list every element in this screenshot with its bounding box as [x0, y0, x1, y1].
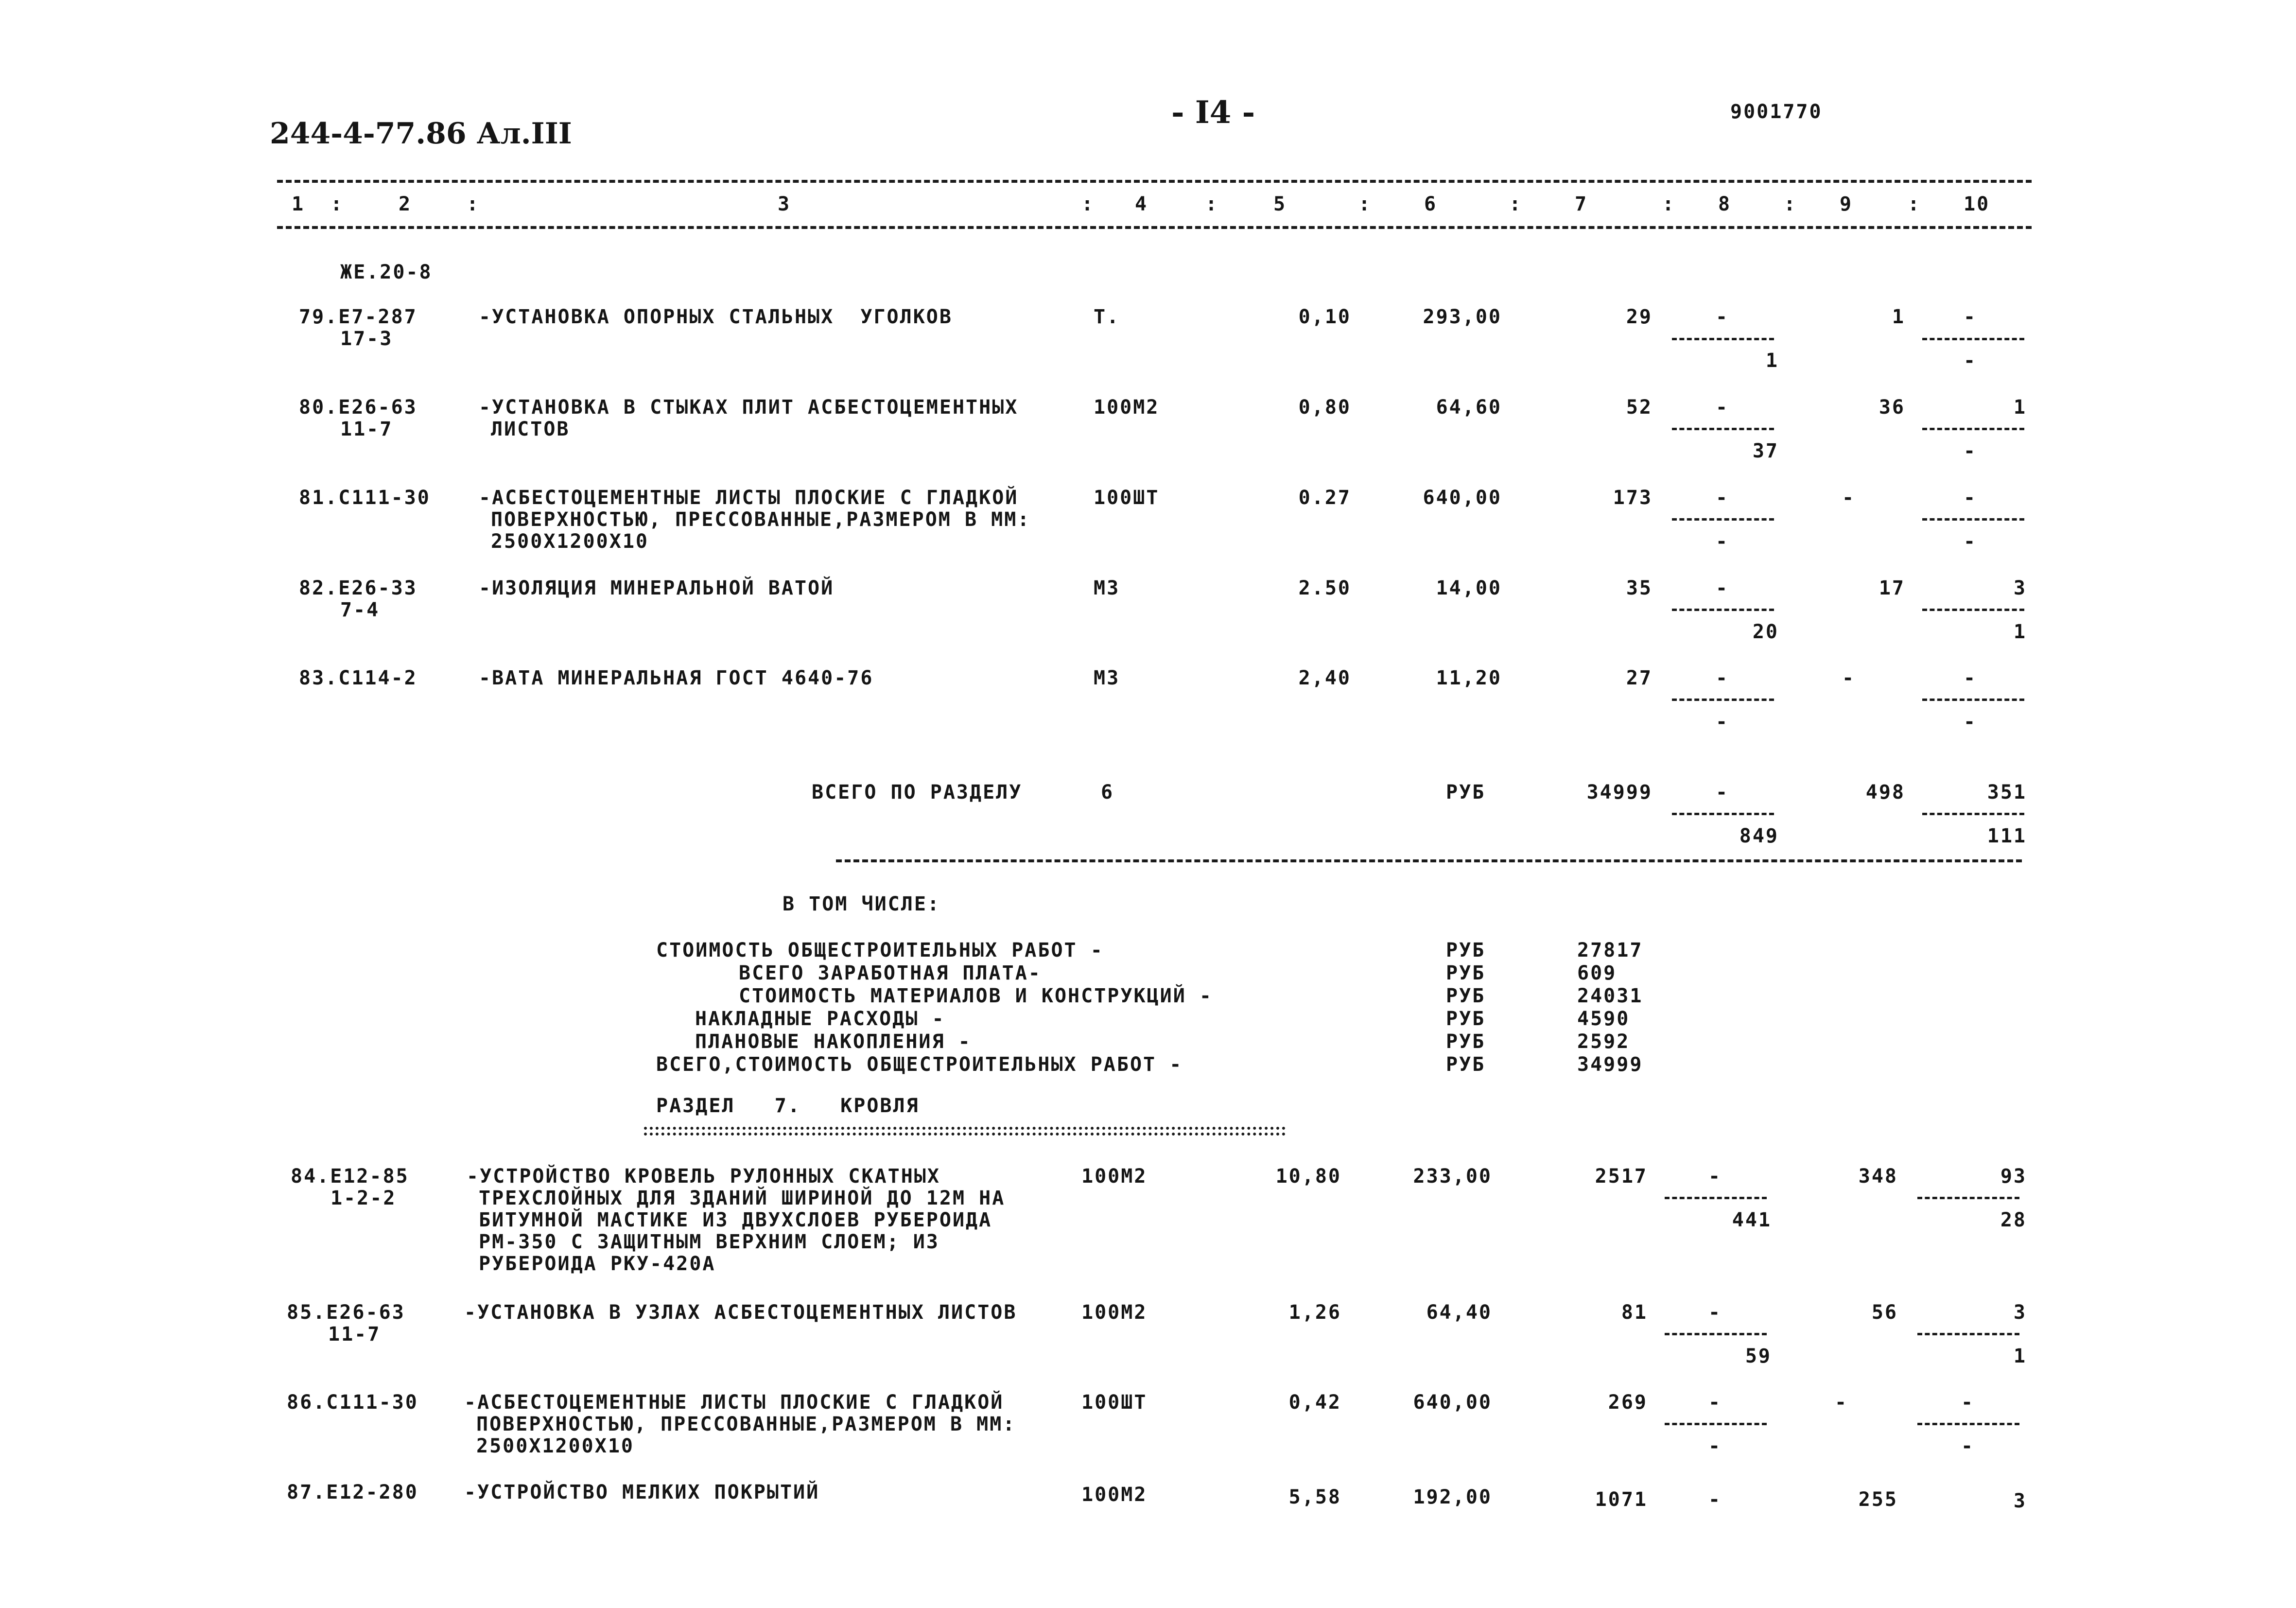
- row-total: 173: [1613, 487, 1652, 509]
- cell-divider: [1672, 609, 1774, 611]
- cell-divider: [1665, 1333, 1767, 1335]
- row-price: 64,60: [1436, 396, 1502, 419]
- row-col10-top: 1: [2013, 396, 2027, 419]
- row-col10-bottom: -: [1964, 440, 1977, 462]
- breakdown-heading: В ТОМ ЧИСЛЕ:: [783, 893, 940, 915]
- row-description: -УСТАНОВКА В УЗЛАХ АСБЕСТОЦЕМЕНТНЫХ ЛИСТОВ: [464, 1301, 1017, 1324]
- page-number: - I4 -: [1171, 94, 1255, 131]
- row-col8-bottom: 59: [1745, 1345, 1772, 1367]
- row-col9: 1: [1892, 306, 1905, 328]
- breakdown-label: НАКЛАДНЫЕ РАСХОДЫ -: [695, 1008, 945, 1030]
- column-separator: :: [1205, 193, 1219, 215]
- column-separator: :: [1908, 193, 1921, 215]
- breakdown-unit: РУБ: [1446, 939, 1486, 961]
- row-col10-top: 93: [2000, 1165, 2027, 1188]
- breakdown-label: ВСЕГО,СТОИМОСТЬ ОБЩЕСТРОИТЕЛЬНЫХ РАБОТ -: [656, 1053, 1183, 1076]
- row-col9: 36: [1879, 396, 1905, 419]
- cell-divider: [1922, 428, 2024, 430]
- header-top-rule: [277, 180, 2032, 183]
- column-separator: :: [1081, 193, 1095, 215]
- row-quantity: 1,26: [1288, 1301, 1341, 1324]
- row-subcode: 11-7: [328, 1323, 381, 1346]
- row-total: 1071: [1595, 1488, 1648, 1511]
- row-description: -УСТАНОВКА В СТЫКАХ ПЛИТ АСБЕСТОЦЕМЕНТНЫХ: [479, 396, 1019, 419]
- row-col8-top: -: [1716, 306, 1729, 328]
- row-col10-top: -: [1961, 1391, 1975, 1414]
- row-total: 52: [1626, 396, 1652, 419]
- breakdown-unit: РУБ: [1446, 985, 1486, 1007]
- row-col9: 348: [1858, 1165, 1898, 1188]
- cell-divider: [1665, 1423, 1767, 1425]
- row-col10-bottom: 1: [2013, 1345, 2027, 1367]
- row-col9: 255: [1858, 1488, 1898, 1511]
- total-col10-top: 351: [1987, 781, 2027, 804]
- row-col8-top: -: [1708, 1301, 1722, 1324]
- row-description: -ВАТА МИНЕРАЛЬНАЯ ГОСТ 4640-76: [479, 667, 874, 689]
- header-bottom-rule: [277, 226, 2032, 229]
- document-id: 9001770: [1730, 101, 1823, 123]
- row-code: 85.Е26-63: [287, 1301, 405, 1324]
- row-col8-bottom: -: [1716, 711, 1729, 733]
- row-total: 269: [1608, 1391, 1648, 1414]
- row-col8-top: -: [1708, 1391, 1722, 1414]
- row-total: 29: [1626, 306, 1652, 328]
- row-subcode: 1-2-2: [330, 1187, 397, 1209]
- total-section-number: 6: [1101, 781, 1114, 804]
- row-col8-bottom: -: [1716, 530, 1729, 553]
- row-unit: М3: [1094, 667, 1120, 689]
- row-col10-bottom: -: [1964, 711, 1977, 733]
- row-price: 11,20: [1436, 667, 1502, 689]
- row-col8-top: -: [1716, 487, 1729, 509]
- row-col9: -: [1842, 667, 1856, 689]
- row-col8-bottom: 441: [1732, 1209, 1772, 1231]
- cell-divider: [1922, 609, 2024, 611]
- row-col9: -: [1835, 1391, 1848, 1414]
- document-code: 244-4-77.86 Ал.III: [270, 117, 572, 151]
- row-code: 87.Е12-280: [287, 1481, 418, 1503]
- total-col8-top: -: [1716, 781, 1729, 804]
- row-col8-top: -: [1716, 667, 1729, 689]
- column-10-label: 10: [1964, 193, 1990, 215]
- row-quantity: 5,58: [1288, 1486, 1341, 1508]
- cell-divider: [1672, 428, 1774, 430]
- row-subcode: 17-3: [340, 328, 393, 350]
- section-title-underline: [644, 1127, 1286, 1130]
- cell-divider: [1672, 338, 1774, 340]
- row-quantity: 10,80: [1275, 1165, 1341, 1188]
- cell-divider: [1917, 1333, 2019, 1335]
- row-col10-top: 3: [2013, 577, 2027, 599]
- column-separator: :: [467, 193, 480, 215]
- row-total: 35: [1626, 577, 1652, 599]
- section-title-underline: [644, 1133, 1286, 1136]
- row-description: -АСБЕСТОЦЕМЕНТНЫЕ ЛИСТЫ ПЛОСКИЕ С ГЛАДКОЙ: [464, 1391, 1004, 1414]
- row-total: 27: [1626, 667, 1652, 689]
- row-col8-top: -: [1716, 396, 1729, 419]
- cell-divider: [1917, 1423, 2019, 1425]
- row-description: 2500Х1200Х10: [491, 530, 649, 553]
- row-description: РМ-350 С ЗАЩИТНЫМ ВЕРХНИМ СЛОЕМ; ИЗ: [479, 1231, 939, 1253]
- row-col9: 56: [1871, 1301, 1898, 1324]
- row-code: 83.С114-2: [299, 667, 417, 689]
- row-description: ЛИСТОВ: [491, 418, 570, 440]
- total-label: ВСЕГО ПО РАЗДЕЛУ: [812, 781, 1023, 804]
- row-col10-top: -: [1964, 306, 1977, 328]
- column-8-label: 8: [1718, 193, 1732, 215]
- row-code: 82.Е26-33: [299, 577, 417, 599]
- row-code: 81.С111-30: [299, 487, 431, 509]
- breakdown-label: СТОИМОСТЬ ОБЩЕСТРОИТЕЛЬНЫХ РАБОТ -: [656, 939, 1104, 961]
- row-price: 640,00: [1423, 487, 1502, 509]
- row-col10-top: 3: [2013, 1301, 2027, 1324]
- column-1-label: 1: [292, 193, 305, 215]
- total-unit: РУБ: [1446, 781, 1486, 804]
- row-subcode: 11-7: [340, 418, 393, 440]
- total-value: 34999: [1586, 781, 1652, 804]
- row-price: 233,00: [1413, 1165, 1492, 1188]
- row-col10-bottom: -: [1961, 1435, 1975, 1457]
- row-col10-bottom: -: [1964, 530, 1977, 553]
- column-separator: :: [1662, 193, 1676, 215]
- total-col10-bottom: 111: [1987, 825, 2027, 847]
- breakdown-value: 2592: [1577, 1031, 1630, 1053]
- column-9-label: 9: [1840, 193, 1853, 215]
- row-code: 79.Е7-287: [299, 306, 417, 328]
- row-unit: Т.: [1094, 306, 1120, 328]
- row-description: -УСТРОЙСТВО КРОВЕЛЬ РУЛОННЫХ СКАТНЫХ: [467, 1165, 940, 1188]
- row-col10-bottom: 28: [2000, 1209, 2027, 1231]
- row-unit: 100М2: [1081, 1301, 1148, 1324]
- breakdown-value: 4590: [1577, 1008, 1630, 1030]
- cell-divider: [1665, 1197, 1767, 1199]
- row-col8-top: -: [1708, 1488, 1722, 1511]
- row-price: 293,00: [1423, 306, 1502, 328]
- row-col10-top: -: [1964, 487, 1977, 509]
- row-unit: 100М2: [1081, 1484, 1148, 1506]
- row-unit: 100ШТ: [1081, 1391, 1148, 1414]
- cell-divider: [1917, 1197, 2019, 1199]
- row-unit: 100М2: [1094, 396, 1160, 419]
- row-price: 192,00: [1413, 1486, 1492, 1508]
- row-quantity: 0,80: [1298, 396, 1351, 419]
- row-col8-bottom: 37: [1752, 440, 1779, 462]
- row-description: -ИЗОЛЯЦИЯ МИНЕРАЛЬНОЙ ВАТОЙ: [479, 577, 835, 599]
- column-separator: :: [330, 193, 344, 215]
- row-description: РУБЕРОИДА РКУ-420А: [479, 1253, 716, 1275]
- row-col10-top: -: [1964, 667, 1977, 689]
- breakdown-label: ВСЕГО ЗАРАБОТНАЯ ПЛАТА-: [739, 962, 1042, 984]
- column-separator: :: [1784, 193, 1797, 215]
- row-quantity: 0,10: [1298, 306, 1351, 328]
- breakdown-unit: РУБ: [1446, 1008, 1486, 1030]
- cell-divider: [1922, 338, 2024, 340]
- total-col8-bottom: 849: [1739, 825, 1779, 847]
- total-rule: [836, 859, 2022, 862]
- row-description: 2500Х1200Х10: [476, 1435, 634, 1457]
- breakdown-unit: РУБ: [1446, 1031, 1486, 1053]
- cell-divider: [1922, 518, 2024, 521]
- section-reference: ЖЕ.20-8: [340, 261, 433, 283]
- cell-divider: [1672, 813, 1774, 815]
- breakdown-value: 24031: [1577, 985, 1643, 1007]
- row-price: 640,00: [1413, 1391, 1492, 1414]
- row-quantity: 2.50: [1298, 577, 1351, 599]
- cell-divider: [1922, 813, 2024, 815]
- row-price: 14,00: [1436, 577, 1502, 599]
- row-description: -АСБЕСТОЦЕМЕНТНЫЕ ЛИСТЫ ПЛОСКИЕ С ГЛАДКОЙ: [479, 487, 1019, 509]
- row-description: ТРЕХСЛОЙНЫХ ДЛЯ ЗДАНИЙ ШИРИНОЙ ДО 12М НА: [479, 1187, 1006, 1209]
- row-unit: М3: [1094, 577, 1120, 599]
- breakdown-label: ПЛАНОВЫЕ НАКОПЛЕНИЯ -: [695, 1031, 972, 1053]
- breakdown-label: СТОИМОСТЬ МАТЕРИАЛОВ И КОНСТРУКЦИЙ -: [739, 985, 1213, 1007]
- row-quantity: 2,40: [1298, 667, 1351, 689]
- row-description: ПОВЕРХНОСТЬЮ, ПРЕССОВАННЫЕ,РАЗМЕРОМ В ММ:: [476, 1413, 1016, 1435]
- row-col8-top: -: [1716, 577, 1729, 599]
- section-title: РАЗДЕЛ 7. КРОВЛЯ: [656, 1095, 920, 1117]
- breakdown-unit: РУБ: [1446, 1053, 1486, 1076]
- breakdown-value: 609: [1577, 962, 1617, 984]
- cell-divider: [1672, 699, 1774, 701]
- column-4-label: 4: [1135, 193, 1148, 215]
- breakdown-unit: РУБ: [1446, 962, 1486, 984]
- row-col10-top: 3: [2013, 1490, 2027, 1512]
- total-col9: 498: [1865, 781, 1905, 804]
- column-3-label: 3: [778, 193, 791, 215]
- row-col9: 17: [1879, 577, 1905, 599]
- row-col10-bottom: 1: [2013, 621, 2027, 643]
- row-code: 86.С111-30: [287, 1391, 418, 1414]
- column-2-label: 2: [399, 193, 412, 215]
- cell-divider: [1672, 518, 1774, 521]
- column-7-label: 7: [1575, 193, 1588, 215]
- row-col8-bottom: 20: [1752, 621, 1779, 643]
- column-5-label: 5: [1273, 193, 1287, 215]
- row-col9: -: [1842, 487, 1856, 509]
- row-description: ПОВЕРХНОСТЬЮ, ПРЕССОВАННЫЕ,РАЗМЕРОМ В ММ:: [491, 508, 1031, 531]
- row-code: 84.Е12-85: [291, 1165, 409, 1188]
- breakdown-value: 34999: [1577, 1053, 1643, 1076]
- row-description: -УСТАНОВКА ОПОРНЫХ СТАЛЬНЫХ УГОЛКОВ: [479, 306, 953, 328]
- column-separator: :: [1509, 193, 1523, 215]
- row-col10-bottom: -: [1964, 350, 1977, 372]
- row-total: 81: [1621, 1301, 1648, 1324]
- cell-divider: [1922, 699, 2024, 701]
- row-price: 64,40: [1426, 1301, 1492, 1324]
- row-unit: 100М2: [1081, 1165, 1148, 1188]
- column-separator: :: [1358, 193, 1372, 215]
- row-col8-top: -: [1708, 1165, 1722, 1188]
- row-col8-bottom: 1: [1765, 350, 1779, 372]
- row-col8-bottom: -: [1708, 1435, 1722, 1457]
- row-quantity: 0.27: [1298, 487, 1351, 509]
- column-6-label: 6: [1424, 193, 1438, 215]
- row-description: -УСТРОЙСТВО МЕЛКИХ ПОКРЫТИЙ: [464, 1481, 820, 1503]
- breakdown-value: 27817: [1577, 939, 1643, 961]
- row-total: 2517: [1595, 1165, 1648, 1188]
- row-code: 80.Е26-63: [299, 396, 417, 419]
- row-description: БИТУМНОЙ МАСТИКЕ ИЗ ДВУХСЛОЕВ РУБЕРОИДА: [479, 1209, 992, 1231]
- row-unit: 100ШТ: [1094, 487, 1160, 509]
- row-quantity: 0,42: [1288, 1391, 1341, 1414]
- row-subcode: 7-4: [340, 599, 380, 621]
